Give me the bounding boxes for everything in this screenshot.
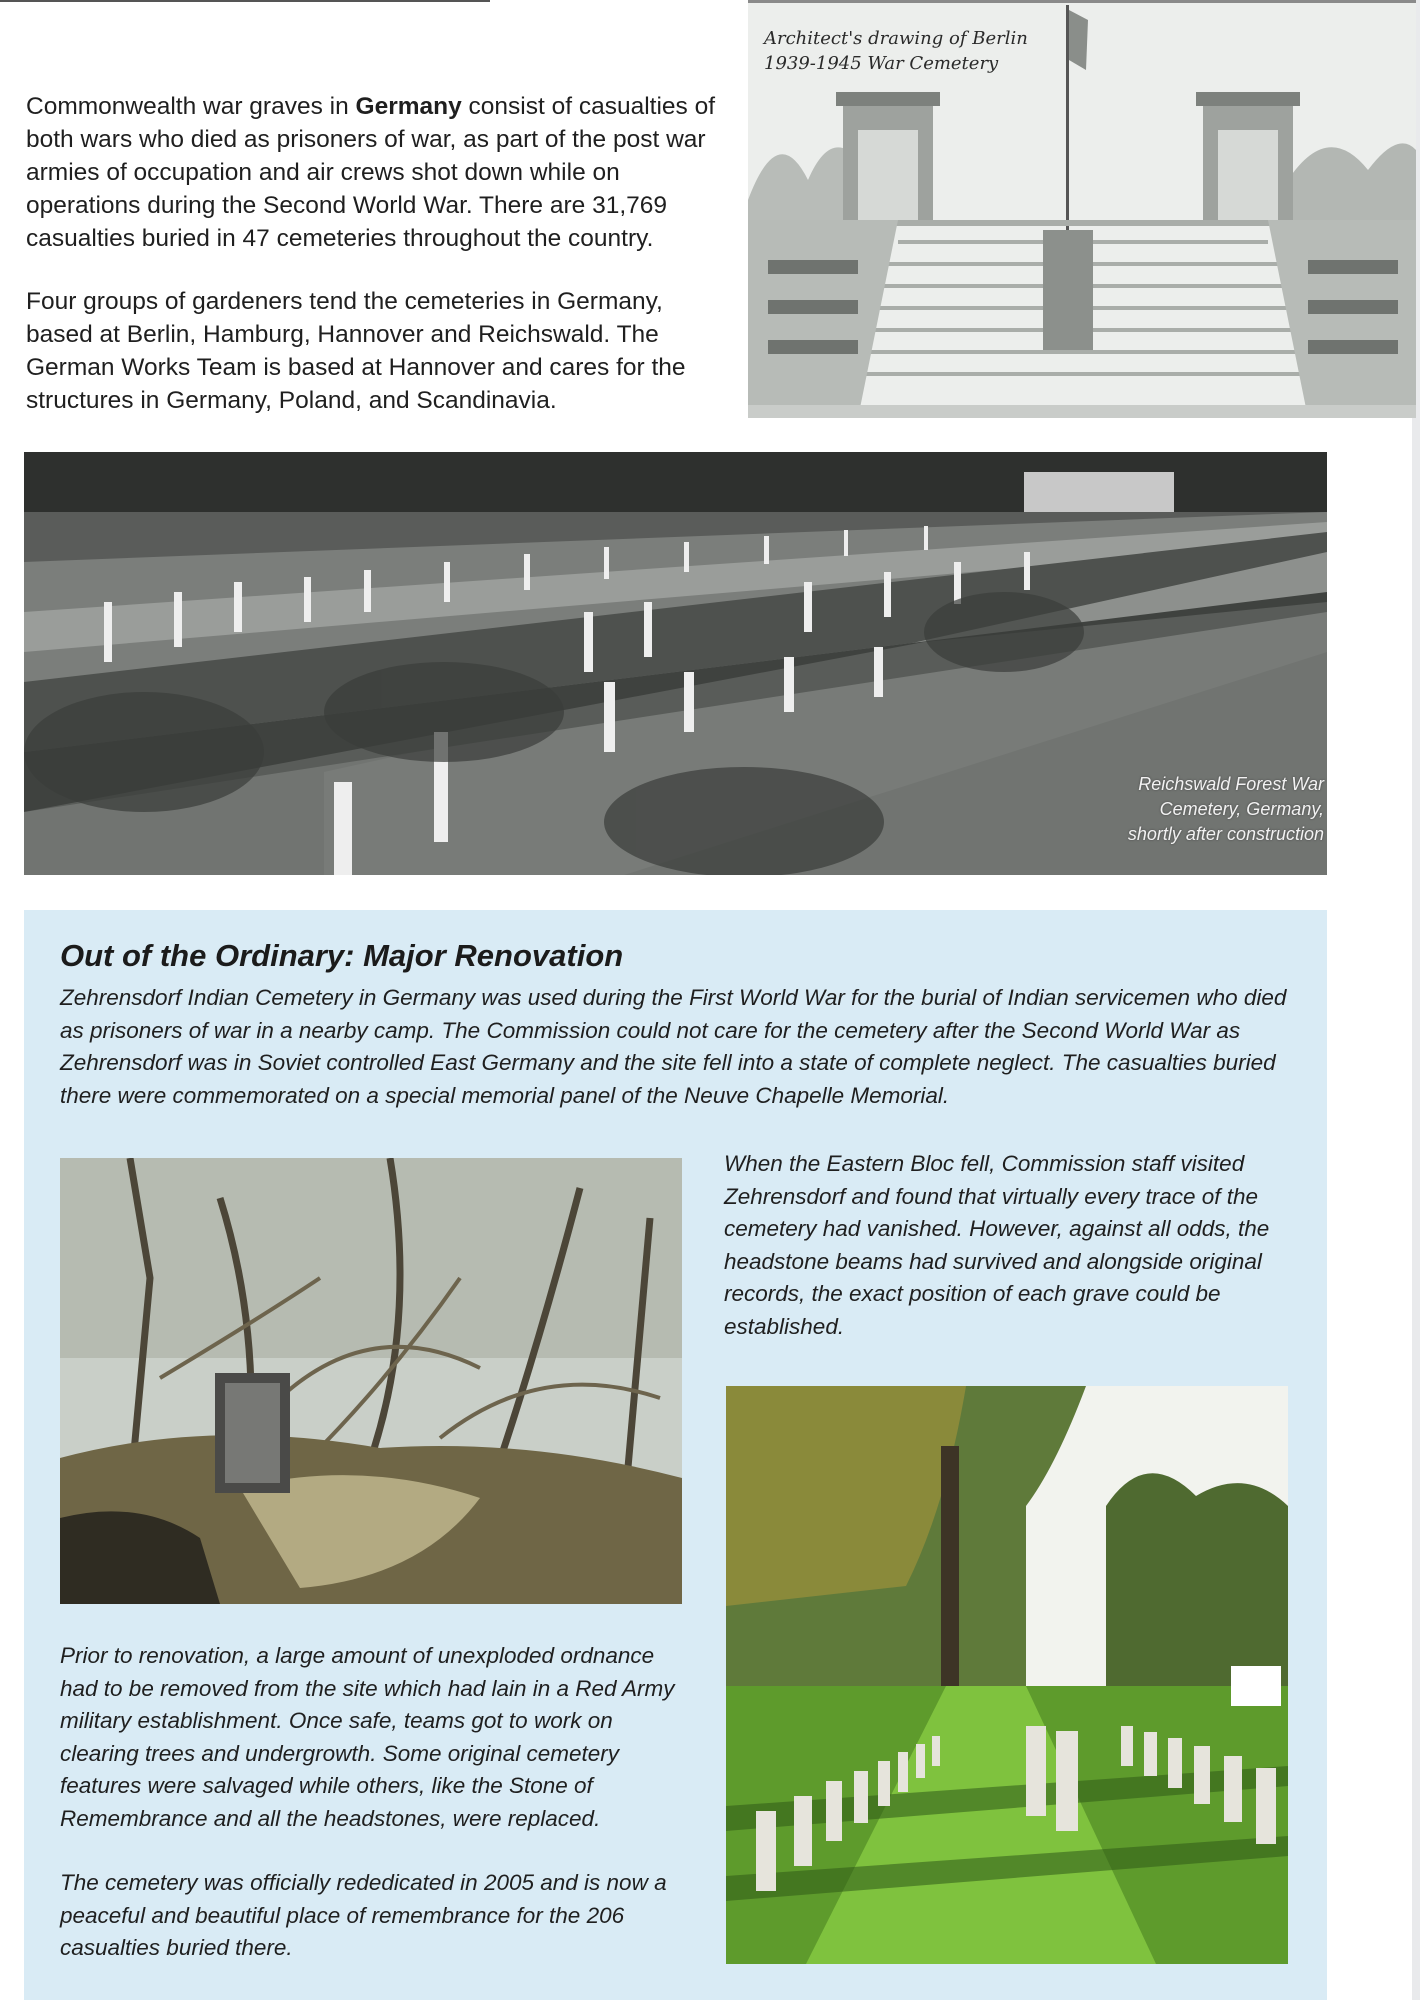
rededicated-text: The cemetery was officially rededicated in 2005 and is now a peaceful and beautiful place of remembrance for the 206 casualties buried there. bbox=[60, 1870, 667, 1960]
drawing-caption: Architect's drawing of Berlin 1939-1945 War Cemetery bbox=[764, 28, 1028, 74]
panel-title: Out of the Ordinary: Major Renovation bbox=[60, 938, 624, 973]
germany-bold: Germany bbox=[355, 93, 462, 120]
panel-intro: Zehrensdorf Indian Cemetery in Germany was used during the First World War for the burial of Indian servicemen who died as prisoners of war in a nearby camp. The Commission could not care for the cemetery after the Second World War as Zehrensdorf was in Soviet controlled East Germany and the site fell into a state of complete neglect. The casualties buried there were commemorated on a special memorial panel of the Neuve Chapelle Memorial. bbox=[60, 985, 1287, 1108]
renovation-text: Prior to renovation, a large amount of unexploded ordnance had to be removed from the site which had lain in a Red Army military establishment. Once safe, teams got to work on clearing trees and undergrowth. Some original cemetery features were salvaged while others, like the Stone of Remembrance and all the headstones, were replaced. The cemetery was officially rededicated in 2005 and is now a peaceful and beautiful place of remembrance for the 206 casualties buried there. bbox=[60, 1640, 690, 1997]
intro-paragraph-2: Four groups of gardeners tend the cemeteries in Germany, based at Berlin, Hamburg, Hannover and Reichswald. The German Works Team is based at Hannover and cares for the structures in Germany, Poland, and Scandinavia. bbox=[26, 288, 686, 414]
overgrown-cemetery-photo bbox=[60, 1158, 682, 1604]
top-rule bbox=[0, 0, 490, 2]
eastern-bloc-text: When the Eastern Bloc fell, Commission staff visited Zehrensdorf and found that virtually every trace of the cemetery had vanished. However, against all odds, the headstone beams had survived and alongside original records, the exact position of each grave could be established. bbox=[724, 1151, 1270, 1339]
reichswald-caption: Reichswald Forest War Cemetery, Germany, shortly after construction bbox=[1127, 774, 1324, 844]
intro-text bbox=[26, 90, 726, 447]
intro-paragraph-1: Commonwealth war graves in Germany consist of casualties of both wars who died as prisoners of war, as part of the post war armies of occupation and air crews shot down while on operations during the Second World War. There are 31,769 casualties buried in 47 cemeteries throughout the country. bbox=[26, 93, 716, 252]
restored-cemetery-photo bbox=[726, 1386, 1288, 1964]
restored-image bbox=[726, 1386, 1288, 1964]
overgrown-image bbox=[60, 1158, 682, 1604]
